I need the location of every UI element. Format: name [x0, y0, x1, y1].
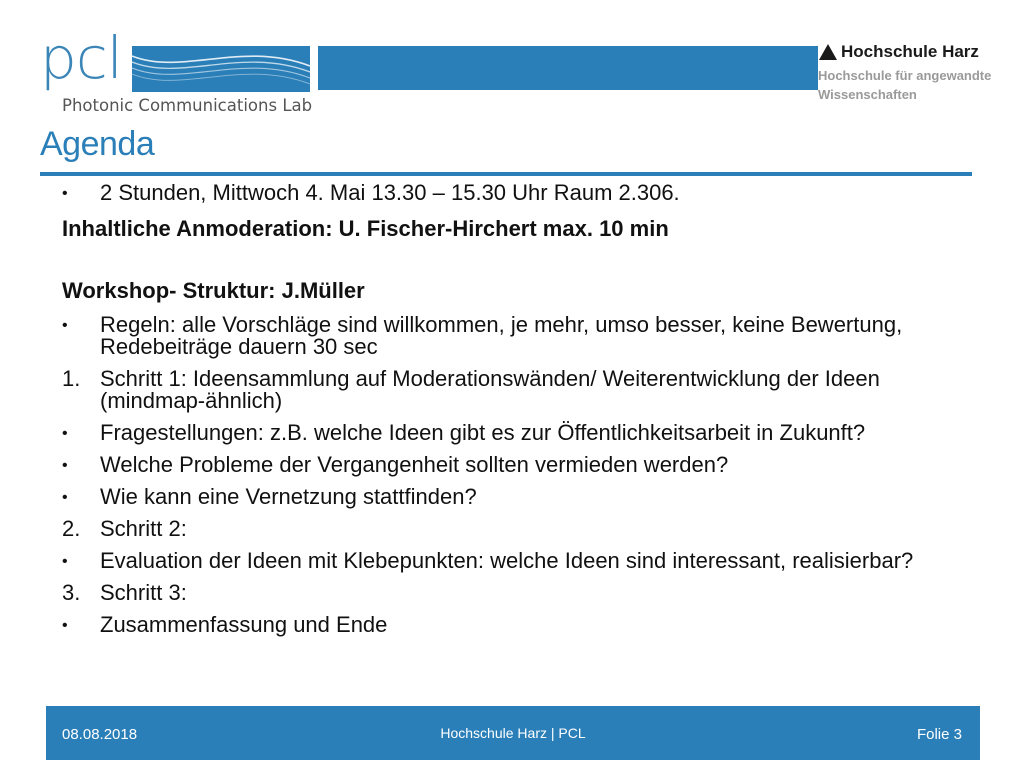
- slide-content: [62, 178, 982, 636]
- bullet-marker: •: [62, 317, 68, 334]
- agenda-line-text: Schritt 3:: [100, 580, 187, 605]
- university-subtitle-line1: Hochschule für angewandte: [818, 68, 992, 83]
- footer-center-text: Hochschule Harz | PCL: [440, 725, 586, 741]
- bullet-marker: •: [62, 457, 68, 474]
- agenda-line-text: Welche Probleme der Vergangenheit sollten vermieden werden?: [100, 452, 729, 477]
- agenda-line-text: Workshop- Struktur: J.Müller: [62, 278, 365, 303]
- number-marker: 1.: [62, 366, 81, 391]
- agenda-line-text: Schritt 2:: [100, 516, 187, 541]
- university-name: [818, 42, 1024, 62]
- number-marker: 2.: [62, 516, 81, 541]
- agenda-line-1: [62, 218, 982, 240]
- agenda-line-7: [62, 486, 982, 508]
- agenda-line-2: [62, 280, 982, 302]
- bullet-marker: •: [62, 425, 68, 442]
- agenda-line-11: [62, 614, 982, 636]
- bullet-marker: •: [62, 185, 68, 202]
- slide-title: Agenda: [40, 125, 155, 163]
- agenda-line-3: [62, 314, 982, 358]
- bullet-marker: •: [62, 553, 68, 570]
- bullet-marker: •: [62, 617, 68, 634]
- agenda-line-text: 2 Stunden, Mittwoch 4. Mai 13.30 – 15.30 Uhr Raum 2.306.: [100, 180, 680, 205]
- agenda-line-text: Fragestellungen: z.B. welche Ideen gibt es zur Öffentlichkeitsarbeit in Zukunft?: [100, 420, 866, 445]
- agenda-line-4: [62, 368, 982, 412]
- agenda-line-text: Schritt 1: Ideensammlung auf Moderationswänden/ Weiterentwicklung der Ideen (mindmap-ähnlich): [100, 366, 880, 413]
- agenda-line-text: Zusammenfassung und Ende: [100, 612, 388, 637]
- pcl-wave-graphic: [132, 46, 310, 92]
- header-bar: [318, 46, 818, 90]
- footer-date: 08.08.2018: [62, 726, 138, 743]
- agenda-line-text: Wie kann eine Vernetzung stattfinden?: [100, 484, 477, 509]
- agenda-line-9: [62, 550, 982, 572]
- agenda-line-text: Evaluation der Ideen mit Klebepunkten: welche Ideen sind interessant, realisierbar?: [100, 548, 914, 573]
- slide-number: Folie 3: [916, 726, 962, 743]
- agenda-line-5: [62, 422, 982, 444]
- agenda-line-text: Inhaltliche Anmoderation: U. Fischer-Hirchert max. 10 min: [62, 216, 669, 241]
- bullet-marker: •: [62, 489, 68, 506]
- agenda-line-text: Regeln: alle Vorschläge sind willkommen, je mehr, umso besser, keine Bewertung, Redebeiträge dauern 30 sec: [100, 312, 903, 359]
- agenda-line-8: [62, 518, 982, 540]
- title-divider: [40, 172, 972, 176]
- triangle-icon: [818, 43, 838, 61]
- agenda-line-6: [62, 454, 982, 476]
- pcl-logo-text: pcl: [40, 24, 122, 92]
- slide-footer: [46, 706, 980, 760]
- university-subtitle-line2: Wissenschaften: [818, 87, 917, 102]
- number-marker: 3.: [62, 580, 81, 605]
- university-name-text: Hochschule Harz: [841, 42, 979, 61]
- hochschule-harz-logo: [818, 42, 1024, 104]
- agenda-line-0: [62, 182, 982, 204]
- pcl-logo: [38, 24, 313, 116]
- pcl-logo-subtitle: Photonic Communications Lab: [62, 96, 313, 115]
- agenda-line-10: [62, 582, 982, 604]
